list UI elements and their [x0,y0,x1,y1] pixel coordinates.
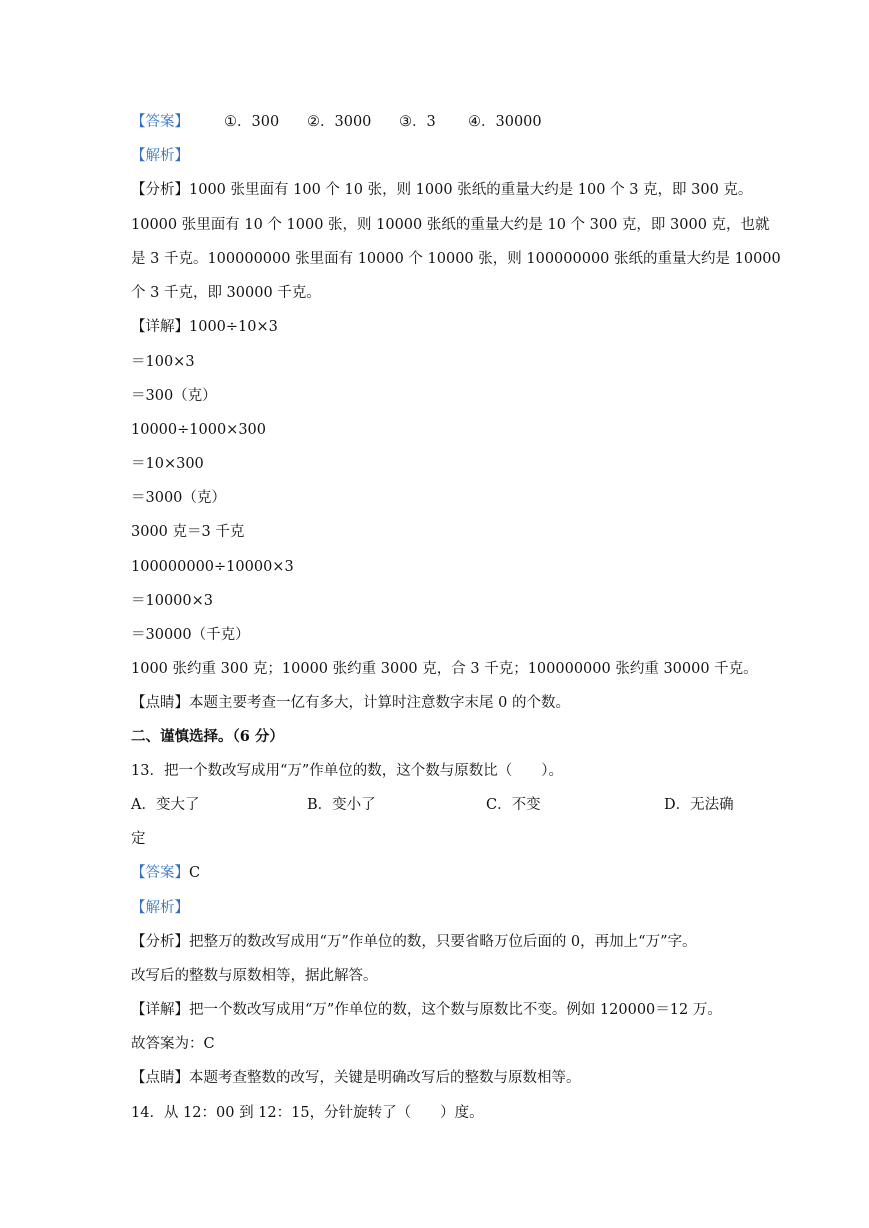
answer-3: ③．3 [399,114,436,130]
option-d-wrap: 定 [131,831,146,847]
xiangjie-line: 【详解】1000÷10×3 [131,319,278,335]
xiangjie-line: ＝30000（千克） [131,627,250,643]
fenxi-line: 改写后的整数与原数相等，据此解答。 [131,968,378,984]
answer-1: ①．300 [224,114,280,130]
answer-value: C [189,865,201,881]
answer-tag: 【答案】 [131,865,189,881]
xiangjie-line: ＝10×300 [131,456,204,472]
fenxi-line: 个 3 千克，即 30000 千克。 [131,285,321,301]
xiangjie-line: ＝300（克） [131,388,217,404]
answer-2: ②．3000 [307,114,372,130]
dianjing-line: 【点睛】本题考查整数的改写，关键是明确改写后的整数与原数相等。 [131,1070,581,1086]
analysis-tag: 【解析】 [131,900,189,916]
xiangjie-line: 3000 克＝3 千克 [131,524,245,540]
option-b: B．变小了 [307,797,376,813]
xiangjie-line: 10000÷1000×300 [131,422,267,438]
xiangjie-line: 100000000÷10000×3 [131,559,294,575]
option-c: C．不变 [486,797,541,813]
answer-line [131,112,189,132]
dianjing-line: 【点睛】本题主要考查一亿有多大，计算时注意数字末尾 0 的个数。 [131,695,570,711]
fenxi-line: 10000 张里面有 10 个 1000 张，则 10000 张纸的重量大约是 10 个 300 克，即 3000 克，也就 [131,217,770,233]
q13-answer-line [131,863,200,883]
fenxi-line: 【分析】1000 张里面有 100 个 10 张，则 1000 张纸的重量大约是 100 个 3 克，即 300 克。 [131,182,753,198]
section-heading: 二、谨慎选择。（6 分） [131,728,284,745]
question-13-stem: 13．把一个数改写成用“万”作单位的数，这个数与原数比（ ）。 [131,763,564,779]
fenxi-line: 是 3 千克。100000000 张里面有 10000 个 10000 张，则 100000000 张纸的重量大约是 10000 [131,251,781,267]
option-d: D．无法确 [664,797,734,813]
answer-4: ④．30000 [468,114,542,130]
xiangjie-line: 1000 张约重 300 克；10000 张约重 3000 克，合 3 千克；100000000 张约重 30000 千克。 [131,661,758,677]
xiangjie-line: ＝100×3 [131,354,195,370]
fenxi-line: 【分析】把整万的数改写成用“万”作单位的数，只要省略万位后面的 0，再加上“万”字。 [131,934,697,950]
analysis-tag: 【解析】 [131,148,189,164]
xiangjie-line: ＝3000（克） [131,490,226,506]
answer-tag: 【答案】 [131,114,189,130]
xiangjie-line: 故答案为：C [131,1036,215,1052]
xiangjie-line: ＝10000×3 [131,593,214,609]
option-a: A．变大了 [131,797,200,813]
xiangjie-line: 【详解】把一个数改写成用“万”作单位的数，这个数与原数比不变。例如 120000＝12 万。 [131,1002,722,1018]
question-14-stem: 14．从 12：00 到 12：15，分针旋转了（ ）度。 [131,1105,484,1121]
